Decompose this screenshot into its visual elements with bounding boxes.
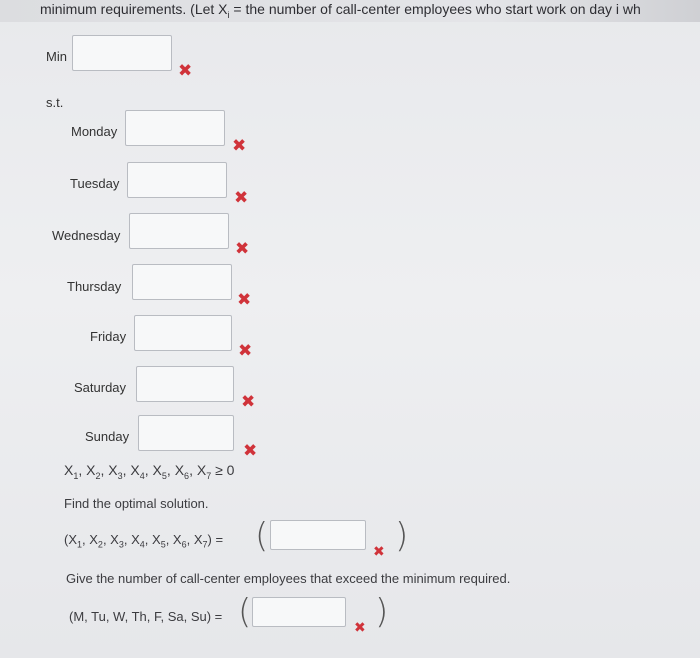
constraint-input-wednesday[interactable] bbox=[129, 213, 229, 249]
constraint-input-tuesday[interactable] bbox=[127, 162, 227, 198]
close-paren: ) bbox=[395, 516, 409, 556]
incorrect-icon: ✖ bbox=[373, 544, 385, 560]
open-paren: ( bbox=[238, 592, 252, 632]
incorrect-icon: ✖ bbox=[241, 392, 256, 412]
objective-input[interactable] bbox=[72, 35, 172, 71]
optimal-solution-prompt: Find the optimal solution. bbox=[64, 496, 209, 511]
constraint-input-saturday[interactable] bbox=[136, 366, 234, 402]
close-paren: ) bbox=[375, 592, 389, 632]
optimal-solution-input[interactable] bbox=[270, 520, 366, 550]
constraint-label-tuesday: Tuesday bbox=[70, 176, 120, 191]
objective-label: Min bbox=[46, 49, 67, 64]
incorrect-icon: ✖ bbox=[234, 188, 249, 208]
constraints-heading: s.t. bbox=[46, 95, 64, 110]
excess-lhs: (M, Tu, W, Th, F, Sa, Su) = bbox=[69, 609, 223, 624]
incorrect-icon: ✖ bbox=[243, 441, 258, 461]
constraint-input-sunday[interactable] bbox=[138, 415, 234, 451]
constraint-input-thursday[interactable] bbox=[132, 264, 232, 300]
incorrect-icon: ✖ bbox=[232, 136, 247, 156]
open-paren: ( bbox=[255, 516, 269, 556]
constraint-label-saturday: Saturday bbox=[74, 380, 127, 395]
problem-intro: minimum requirements. (Let $X_i$ = the number of call-center employees who start work on day i wh bbox=[40, 1, 641, 20]
constraint-input-monday[interactable] bbox=[125, 110, 225, 146]
incorrect-icon: ✖ bbox=[178, 61, 193, 81]
incorrect-icon: ✖ bbox=[354, 620, 366, 636]
incorrect-icon: ✖ bbox=[237, 290, 252, 310]
constraint-label-thursday: Thursday bbox=[67, 279, 122, 294]
constraint-label-friday: Friday bbox=[90, 329, 127, 344]
excess-input[interactable] bbox=[252, 597, 346, 627]
incorrect-icon: ✖ bbox=[235, 239, 250, 259]
constraint-label-sunday: Sunday bbox=[85, 429, 130, 444]
constraint-label-wednesday: Wednesday bbox=[52, 228, 121, 243]
constraint-label-monday: Monday bbox=[71, 124, 118, 139]
optimal-solution-lhs: ($X_1$, $X_2$, $X_3$, $X_4$, $X_5$, $X_6$, $X_7$) = bbox=[64, 532, 224, 550]
excess-prompt: Give the number of call-center employees that exceed the minimum required. bbox=[66, 571, 511, 586]
incorrect-icon: ✖ bbox=[238, 341, 253, 361]
constraint-input-friday[interactable] bbox=[134, 315, 232, 351]
nonnegativity-constraint: $X_1$, $X_2$, $X_3$, $X_4$, $X_5$, $X_6$, $X_7 \ge 0$ bbox=[64, 462, 235, 481]
